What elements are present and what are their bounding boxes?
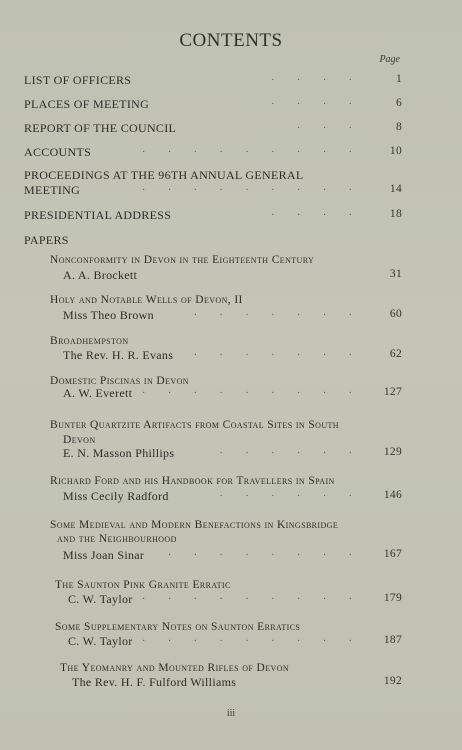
toc-entry <box>24 208 402 223</box>
entry-page: 10 <box>389 145 402 157</box>
paper-author: Miss Joan Sinar <box>63 548 145 562</box>
paper-author-row <box>68 634 402 649</box>
paper-title: Bunter Quartzite Artifacts from Coastal Sites in South <box>50 419 339 431</box>
entry-title: PROCEEDINGS AT THE 96TH ANNUAL GENERAL <box>24 168 304 182</box>
paper-author: Miss Theo Brown <box>63 308 154 322</box>
paper-title: The Saunton Pink Granite Erratic <box>55 579 231 591</box>
toc-entry <box>24 121 402 136</box>
paper-title: Some Medieval and Modern Benefactions in Kingsbridge <box>50 519 339 531</box>
leader-dots: · · · · · · · · · <box>142 147 362 158</box>
entry-page: 62 <box>389 348 402 360</box>
entry-page: 167 <box>383 548 402 560</box>
page-column-header: Page <box>379 54 400 65</box>
paper-author-row <box>63 308 402 323</box>
paper-author: C. W. Taylor <box>68 592 133 606</box>
paper-title: Nonconformity in Devon in the Eighteenth Century <box>50 254 315 266</box>
leader-dots: · · · · · · · · · <box>142 594 362 605</box>
paper-author: C. W. Taylor <box>68 634 133 648</box>
paper-author-row <box>63 489 402 504</box>
paper-author: The Rev. H. F. Fulford Williams <box>72 675 237 689</box>
entry-page: 179 <box>383 592 402 604</box>
entry-title: PRESIDENTIAL ADDRESS <box>24 208 172 222</box>
entry-title: REPORT OF THE COUNCIL <box>24 121 177 135</box>
entry-title-line2: MEETING <box>24 183 81 197</box>
entry-page: 14 <box>389 183 402 195</box>
leader-dots: · · · · <box>271 210 362 221</box>
entry-page: 127 <box>383 386 402 398</box>
paper-title: Holy and Notable Wells of Devon, II <box>50 294 243 306</box>
paper-author-row <box>63 548 402 563</box>
leader-dots: · · · · · · <box>219 491 362 502</box>
page-title: CONTENTS <box>179 30 283 51</box>
paper-author: A. A. Brockett <box>63 268 138 282</box>
folio-number: iii <box>226 708 236 719</box>
paper-title-line2: Devon <box>63 434 96 446</box>
paper-author: The Rev. H. R. Evans <box>63 348 174 362</box>
paper-author: Miss Cecily Radford <box>63 489 169 503</box>
entry-title: LIST OF OFFICERS <box>24 73 132 87</box>
entry-page: 129 <box>383 446 402 458</box>
entry-title: PLACES OF MEETING <box>24 97 150 111</box>
entry-page: 18 <box>389 208 402 220</box>
paper-author-row <box>68 592 402 607</box>
paper-author-row <box>63 348 402 363</box>
paper-title: Richard Ford and his Handbook for Travellers in Spain <box>50 475 335 487</box>
leader-dots: · · · · · · · · · <box>142 636 362 647</box>
entry-page: 60 <box>389 308 402 320</box>
leader-dots: · · · <box>297 123 362 134</box>
entry-title: ACCOUNTS <box>24 145 92 159</box>
entry-title: PAPERS <box>24 233 69 247</box>
entry-page: 192 <box>383 675 402 687</box>
leader-dots: · · · · <box>271 75 362 86</box>
leader-dots: · · · · · · · · · <box>142 185 362 196</box>
paper-author-row <box>63 446 402 461</box>
leader-dots: · · · · · · · <box>193 310 362 321</box>
entry-page: 8 <box>395 121 402 133</box>
paper-author: E. N. Masson Phillips <box>63 446 175 460</box>
paper-author-row <box>63 268 402 283</box>
toc-entry <box>24 168 402 183</box>
leader-dots: · · · · · · · <box>193 350 362 361</box>
entry-page: 187 <box>383 634 402 646</box>
toc-entry <box>24 233 402 248</box>
toc-entry <box>24 97 402 112</box>
leader-dots: · · · · <box>271 99 362 110</box>
toc-entry <box>24 73 402 88</box>
paper-title: Domestic Piscinas in Devon <box>50 375 189 387</box>
toc-entry-continued <box>24 183 402 198</box>
paper-author-row <box>63 386 402 401</box>
leader-dots: · · · · · · <box>219 448 362 459</box>
paper-author: A. W. Everett <box>63 386 133 400</box>
paper-title: Broadhempston <box>50 335 129 347</box>
leader-dots: · · · · · · · · · <box>142 388 362 399</box>
paper-title: Some Supplementary Notes on Saunton Erratics <box>55 621 301 633</box>
paper-title: The Yeomanry and Mounted Rifles of Devon <box>60 662 290 674</box>
entry-page: 31 <box>389 268 402 280</box>
entry-page: 6 <box>395 97 402 109</box>
entry-page: 146 <box>383 489 402 501</box>
leader-dots: · · · · · · · · <box>167 550 362 561</box>
toc-entry <box>24 145 402 160</box>
entry-page: 1 <box>395 73 402 85</box>
paper-author-row <box>72 675 402 690</box>
paper-title-line2: and the Neighbourhood <box>57 533 177 545</box>
